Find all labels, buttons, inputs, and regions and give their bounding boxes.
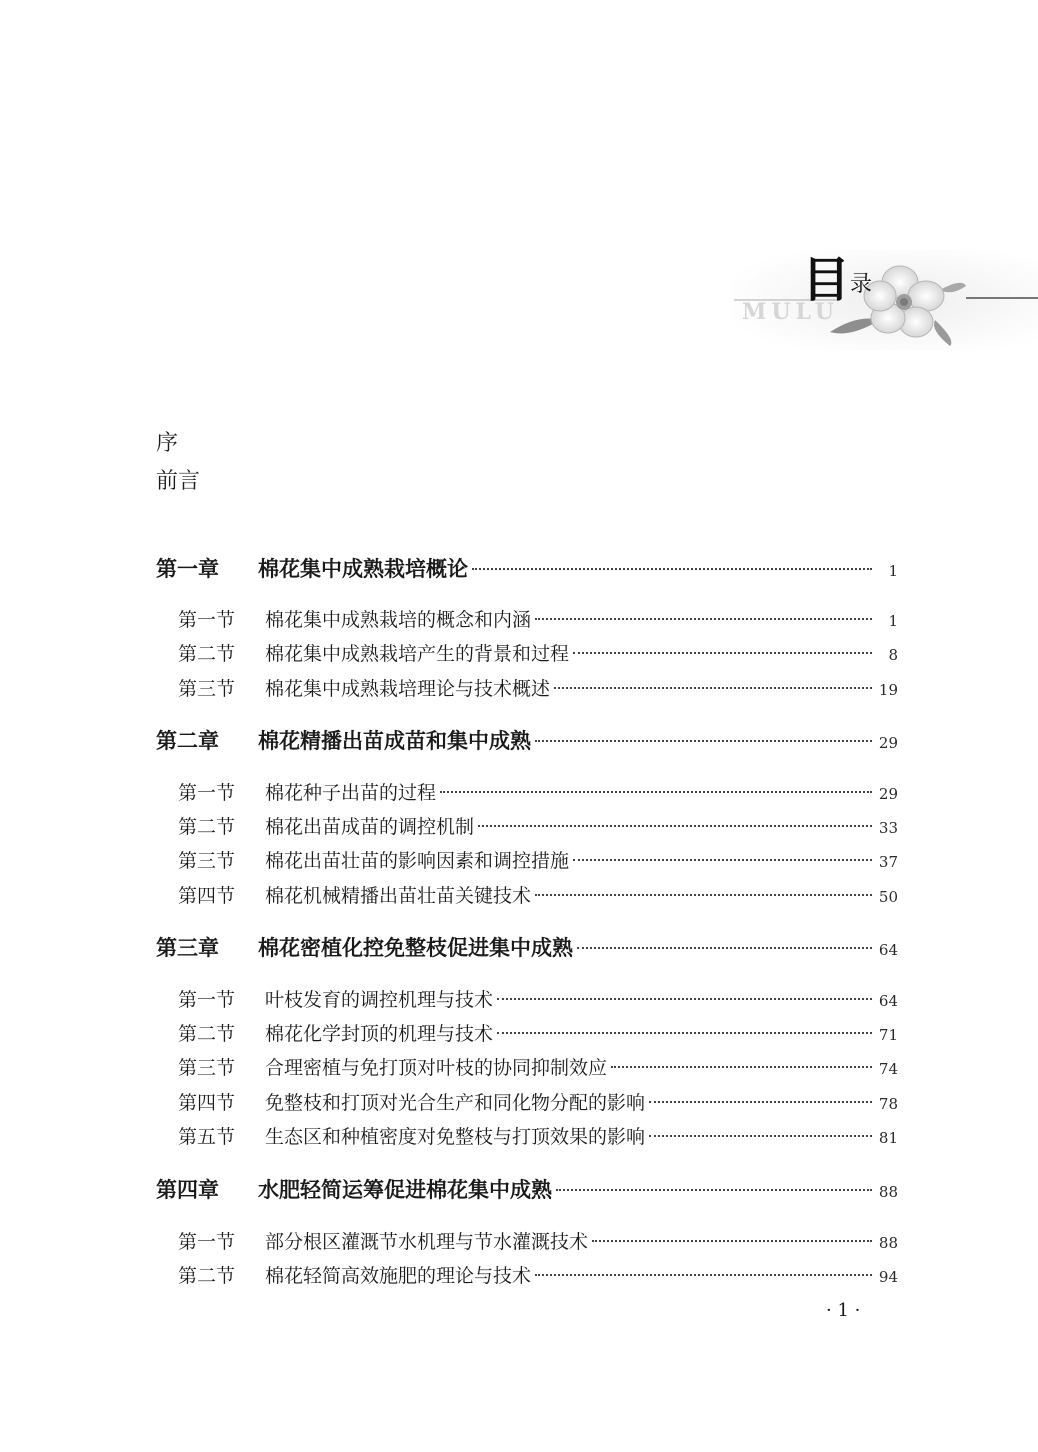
section-number: 第一节	[178, 609, 236, 631]
toc-section-2-3[interactable]	[178, 848, 898, 875]
chapter-number: 第一章	[156, 557, 219, 581]
front-matter-foreword[interactable]: 前言	[156, 469, 201, 494]
page-number: 37	[878, 853, 898, 871]
page-number: 19	[878, 681, 898, 699]
dot-leader	[535, 618, 872, 620]
page-number: 1	[888, 612, 898, 630]
dot-leader	[573, 652, 872, 654]
dot-leader	[577, 947, 872, 949]
dot-leader	[535, 740, 872, 742]
page-number: 88	[878, 1183, 898, 1201]
toc-section-3-2[interactable]	[178, 1021, 898, 1048]
section-title: 部分根区灌溉节水机理与节水灌溉技术	[265, 1231, 589, 1253]
chapter-title: 棉花集中成熟栽培概论	[258, 557, 468, 581]
toc-title-sub: 录	[850, 272, 873, 297]
toc-chapter-1[interactable]	[156, 554, 898, 586]
toc-section-3-1[interactable]	[178, 987, 898, 1014]
toc-chapter-3[interactable]	[156, 933, 898, 965]
section-number: 第一节	[178, 989, 236, 1011]
dot-leader	[440, 791, 872, 793]
section-number: 第五节	[178, 1126, 236, 1148]
section-title: 棉花轻简高效施肥的理论与技术	[265, 1265, 532, 1287]
toc-section-4-1[interactable]	[178, 1229, 898, 1256]
page-number: 50	[878, 888, 898, 906]
toc-chapter-2[interactable]	[156, 726, 898, 758]
toc-title-pinyin: MULU	[742, 299, 839, 325]
page-number: 64	[878, 992, 898, 1010]
section-title: 棉花机械精播出苗壮苗关键技术	[265, 885, 532, 907]
toc-section-4-2[interactable]	[178, 1263, 898, 1290]
section-title: 棉花种子出苗的过程	[265, 782, 437, 804]
toc-section-1-2[interactable]	[178, 641, 898, 668]
toc-section-3-4[interactable]	[178, 1090, 898, 1117]
section-number: 第一节	[178, 1231, 236, 1253]
dot-leader	[472, 568, 872, 570]
page-number: 29	[878, 734, 898, 752]
section-number: 第二节	[178, 643, 236, 665]
section-number: 第四节	[178, 1092, 236, 1114]
section-title: 棉花集中成熟栽培产生的背景和过程	[265, 643, 570, 665]
dot-leader	[592, 1240, 872, 1242]
page-number: 78	[878, 1095, 898, 1113]
dot-leader	[497, 998, 872, 1000]
section-title: 棉花出苗成苗的调控机制	[265, 816, 475, 838]
section-title: 棉花出苗壮苗的影响因素和调控措施	[265, 850, 570, 872]
toc-chapter-4[interactable]	[156, 1175, 898, 1207]
section-number: 第二节	[178, 816, 236, 838]
page-number: 94	[878, 1268, 898, 1286]
dot-leader	[554, 687, 872, 689]
page-number: 64	[878, 941, 898, 959]
chapter-title: 棉花精播出苗成苗和集中成熟	[258, 729, 531, 753]
section-title: 免整枝和打顶对光合生产和同化物分配的影响	[265, 1092, 646, 1114]
chapter-number: 第三章	[156, 936, 219, 960]
dot-leader	[556, 1189, 872, 1191]
section-title: 棉花集中成熟栽培理论与技术概述	[265, 678, 551, 700]
chapter-number: 第四章	[156, 1178, 219, 1202]
toc-section-1-3[interactable]	[178, 676, 898, 703]
section-number: 第三节	[178, 678, 236, 700]
section-title: 叶枝发育的调控机理与技术	[265, 989, 494, 1011]
toc-section-2-1[interactable]	[178, 780, 898, 807]
section-title: 棉花化学封顶的机理与技术	[265, 1023, 494, 1045]
front-matter-preface[interactable]: 序	[156, 431, 179, 456]
toc-title-main: 目	[802, 252, 851, 308]
chapter-title: 棉花密植化控免整枝促进集中成熟	[258, 936, 573, 960]
toc-section-1-1[interactable]	[178, 607, 898, 634]
page-number: 29	[878, 785, 898, 803]
toc-section-2-2[interactable]	[178, 814, 898, 841]
section-number: 第三节	[178, 850, 236, 872]
toc-section-3-5[interactable]	[178, 1124, 898, 1151]
toc-header	[730, 250, 1038, 350]
page-number: 1	[888, 562, 898, 580]
section-title: 合理密植与免打顶对叶枝的协同抑制效应	[265, 1057, 608, 1079]
page-number: 74	[878, 1060, 898, 1078]
page-number: 8	[888, 646, 898, 664]
toc-section-2-4[interactable]	[178, 883, 898, 910]
page-number: 81	[878, 1129, 898, 1147]
section-number: 第二节	[178, 1265, 236, 1287]
section-number: 第四节	[178, 885, 236, 907]
dot-leader	[535, 894, 872, 896]
page-number: 88	[878, 1234, 898, 1252]
section-title: 棉花集中成熟栽培的概念和内涵	[265, 609, 532, 631]
dot-leader	[611, 1066, 872, 1068]
page-folio: · 1 ·	[826, 1300, 861, 1321]
header-rule	[966, 297, 1038, 299]
dot-leader	[497, 1032, 872, 1034]
dot-leader	[649, 1101, 872, 1103]
page-number: 71	[878, 1026, 898, 1044]
dot-leader	[478, 825, 872, 827]
page-number: 33	[878, 819, 898, 837]
dot-leader	[649, 1135, 872, 1137]
section-number: 第三节	[178, 1057, 236, 1079]
chapter-title: 水肥轻简运筹促进棉花集中成熟	[258, 1178, 552, 1202]
toc-section-3-3[interactable]	[178, 1055, 898, 1082]
dot-leader	[573, 859, 872, 861]
section-number: 第二节	[178, 1023, 236, 1045]
dot-leader	[535, 1274, 872, 1276]
section-title: 生态区和种植密度对免整枝与打顶效果的影响	[265, 1126, 646, 1148]
chapter-number: 第二章	[156, 729, 219, 753]
section-number: 第一节	[178, 782, 236, 804]
